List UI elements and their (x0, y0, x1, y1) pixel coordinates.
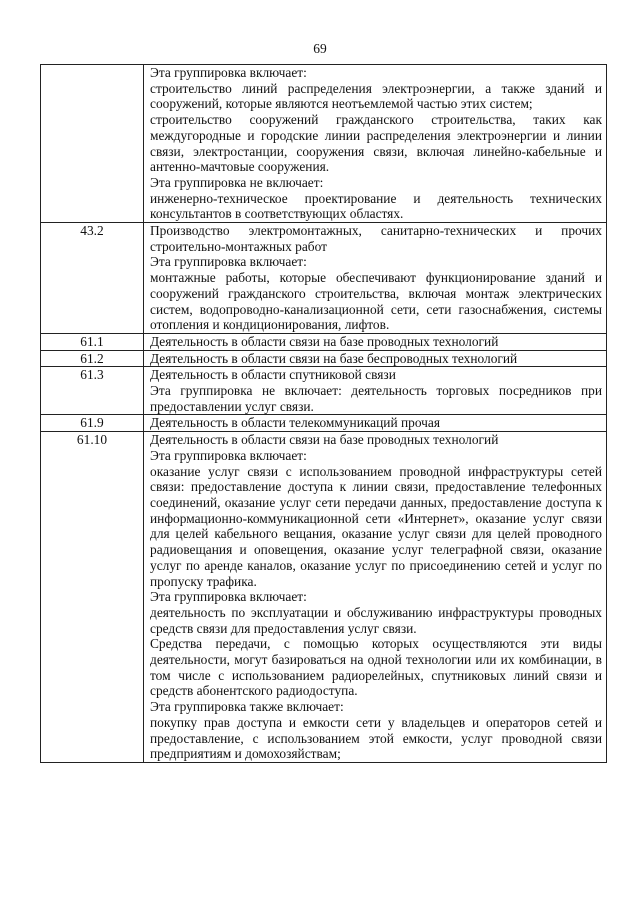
paragraph: инженерно-техническое проектирование и деятельность технических консультантов в соответствующих областях. (150, 190, 602, 222)
code-cell (41, 65, 144, 223)
paragraph: Производство электромонтажных, санитарно-технических и прочих строительно-монтажных работ (150, 223, 602, 254)
description-cell (144, 223, 607, 334)
paragraph: покупку прав доступа и емкости сети у владельцев и операторов сетей и предоставление, с использованием этой емкости, услуг проводной связи предприятиям и домохозяйствам; (150, 714, 602, 762)
paragraph: Эта группировка включает: (150, 589, 307, 605)
paragraph: Деятельность в области связи на базе проводных технологий (150, 432, 499, 448)
description-cell (144, 367, 607, 415)
table-row (41, 415, 607, 432)
paragraph: Эта группировка также включает: (150, 699, 344, 715)
table-row (41, 367, 607, 415)
code-cell: 61.2 (41, 350, 144, 367)
paragraph: Эта группировка включает: (150, 254, 307, 270)
code-cell: 61.10 (41, 432, 144, 763)
paragraph: Эта группировка не включает: деятельность торговых посредников при предоставлении услуг связи. (150, 383, 602, 414)
paragraph: строительство линий распределения электроэнергии, а также зданий и сооружений, которые являются неотъемлемой частью этих систем; (150, 80, 602, 112)
description-cell (144, 415, 607, 432)
paragraph: Деятельность в области телекоммуникаций прочая (150, 415, 441, 431)
paragraph: Деятельность в области связи на базе беспроводных технологий (150, 350, 518, 366)
table-row (41, 333, 607, 350)
code-cell: 61.1 (41, 333, 144, 350)
paragraph: Эта группировка включает: (150, 447, 307, 463)
paragraph: монтажные работы, которые обеспечивают функционирование зданий и сооружений гражданского строительства, включая монтаж электрических систем, водопроводно-канализационной сети, сети газоснабжения, системы отопления и кондиционирования, лифтов. (150, 270, 602, 333)
description-cell (144, 65, 607, 223)
paragraph: Эта группировка не включает: (150, 174, 324, 190)
description-cell (144, 333, 607, 350)
classification-table (40, 64, 607, 763)
table-row (41, 223, 607, 334)
paragraph: оказание услуг связи с использованием проводной инфраструктуры сетей связи: предоставление доступа к линии связи, предоставление телефонных соединений, оказание услуг сети передачи данных, предоставление доступа к информационно-коммуникационной сети «Интернет», оказание услуг связи для целей кабельного вещания, оказание услуг связи для целей проводного радиовещания и оповещения, оказание услуг телеграфной связи, оказание услуг по аренде каналов, оказание услуг по присоединению сетей и услуг по пропуску трафика. (150, 463, 602, 589)
description-cell (144, 432, 607, 763)
code-cell: 61.3 (41, 367, 144, 415)
table-row (41, 350, 607, 367)
paragraph: деятельность по эксплуатации и обслуживанию инфраструктуры проводных средств связи для предоставления услуг связи. (150, 604, 602, 636)
paragraph: Деятельность в области связи на базе проводных технологий (150, 333, 499, 349)
paragraph: Деятельность в области спутниковой связи (150, 367, 396, 383)
paragraph: строительство сооружений гражданского строительства, таких как междугородные и городские линии распределения электроэнергии и линии связи, электростанции, сооружения связи, включая линейно-кабельные и антенно-мачтовые сооружения. (150, 112, 602, 175)
paragraph: Эта группировка включает: (150, 65, 307, 80)
paragraph: Средства передачи, с помощью которых осуществляются эти виды деятельности, могут базироваться на одной технологии или их комбинации, в том числе с использованием радиорелейных, спутниковых линий связи и средств абонентского радиодоступа. (150, 636, 602, 699)
description-cell (144, 350, 607, 367)
code-cell: 61.9 (41, 415, 144, 432)
page-number: 69 (313, 41, 327, 56)
table-row (41, 432, 607, 763)
table-row (41, 65, 607, 223)
code-cell: 43.2 (41, 223, 144, 334)
